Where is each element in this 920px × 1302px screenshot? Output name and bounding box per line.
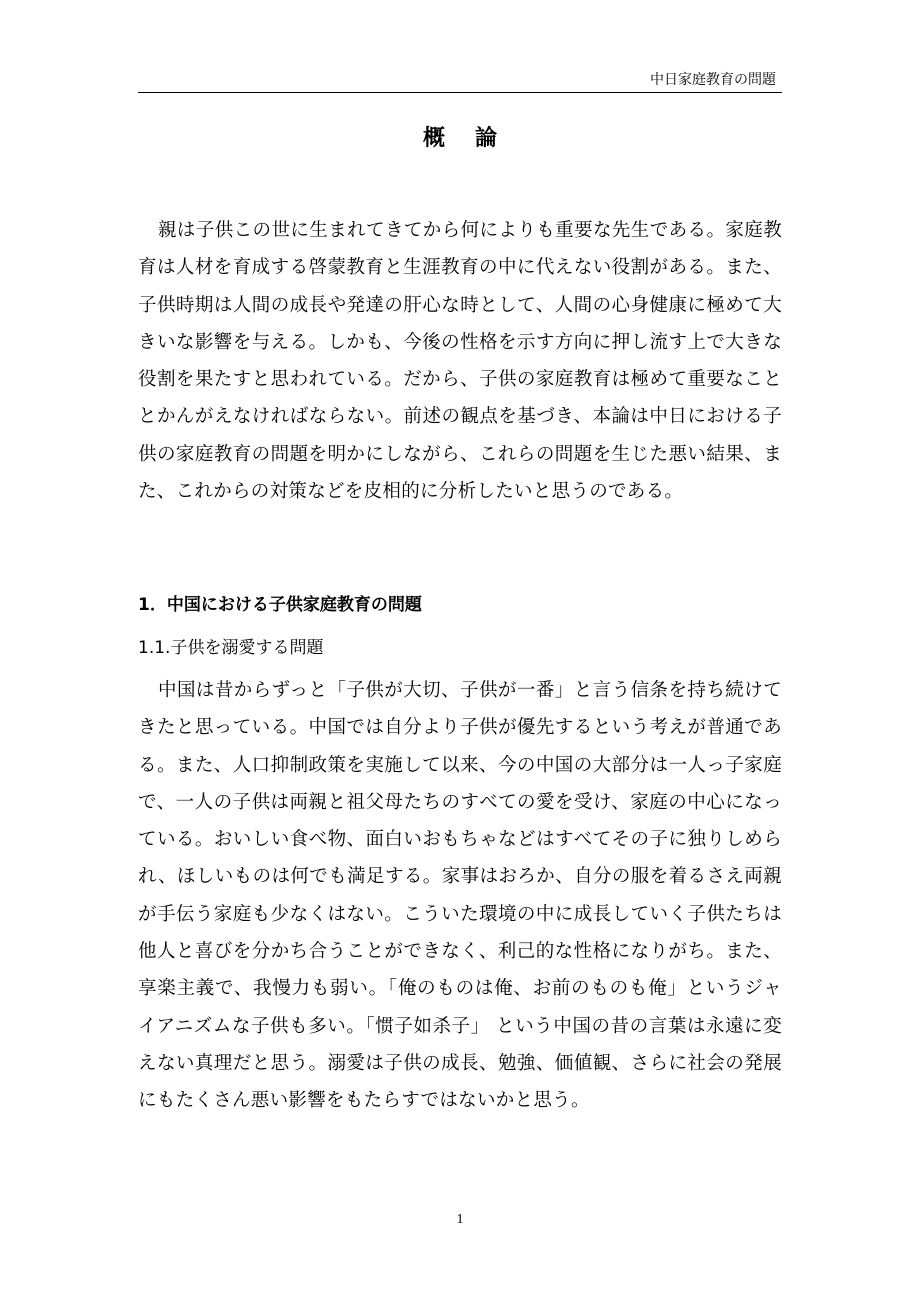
page-header <box>138 70 782 93</box>
page-number: 1 <box>456 1212 464 1227</box>
document-title: 概論 <box>422 126 527 151</box>
section-heading: 1．中国における子供家庭教育の問題 <box>138 595 422 615</box>
subsection-paragraph: 中国は昔からずっと「子供が大切、子供が一番」と言う信条を持ち続けてきたと思っている。中国では自分より子供が優先するという考えが普通である。また、人口抑制政策を実施して以来、今の中国の大部分は一人っ子家庭で、一人の子供は両親と祖父母たちのすべての愛を受け、家庭の中心になっている。おいしい食べ物、面白いおもちゃなどはすべてその子に独りしめられ、ほしいものは何でも満足する。家事はおろか、自分の服を着るさえ両親が手伝う家庭も少なくはない。こういた環境の中に成長していく子供たちは他人と喜びを分かち合うことができなく、利己的な性格になりがち。また、享楽主義で、我慢力も弱い。「俺のものは俺、お前のものも俺」というジャイアニズムな子供も多い。「惯子如杀子」 という中国の昔の言葉は永遠に変えない真理だと思う。溺愛は子供の成長、勉強、価値観、さらに社会の発展にもたくさん悪い影響をもたらすではないかと思う。 <box>138 680 782 1112</box>
subsection-heading: 1.1.子供を溺愛する問題 <box>138 638 324 658</box>
intro-paragraph: 親は子供この世に生まれてきてから何によりも重要な先生である。家庭教育は人材を育成する啓蒙教育と生涯教育の中に代えない役割がある。また、子供時期は人間の成長や発達の肝心な時として、人間の心身健康に極めて大きいな影響を与える。しかも、今後の性格を示す方向に押し流す上で大きな役割を果たすと思われている。だから、子供の家庭教育は極めて重要なこととかんがえなければならない。前述の観点を基づき、本論は中日における子供の家庭教育の問題を明かにしながら、これらの問題を生じた悪い結果、また、これからの対策などを皮相的に分析したいと思うのである。 <box>138 220 782 503</box>
running-title: 中日家庭教育の問題 <box>650 72 776 88</box>
